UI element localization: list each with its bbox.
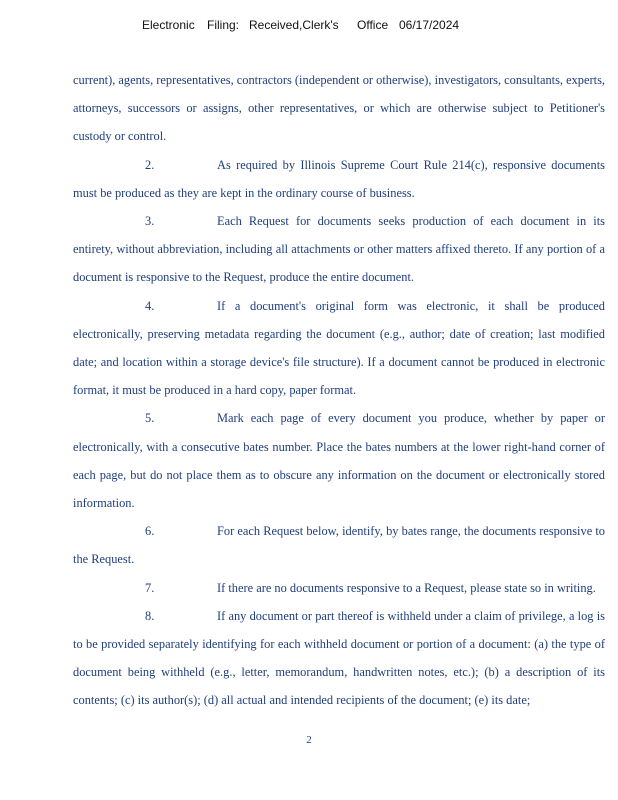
header-filing: Filing: <box>207 18 240 32</box>
paragraph-3 <box>73 207 605 292</box>
paragraph-text: Mark each page of every document you produce, whether by paper or electronically, with a consecutive bates number. Place the bates numbers at the lower right-hand corner of each page, but do not place them as to obscure any information on the document or electronically stored information. <box>73 411 605 511</box>
paragraph-8 <box>73 602 605 715</box>
paragraph-text: If there are no documents responsive to a Request, please state so in writing. <box>217 580 596 595</box>
header-electronic: Electronic <box>142 18 195 32</box>
header-date: 06/17/2024 <box>399 18 460 32</box>
paragraph-text: If a document's original form was electronic, it shall be produced electronically, preserving metadata regarding the document (e.g., author; date of creation; last modified date; and location within a storage device's file structure). If a document cannot be produced in electronic format, it must be produced in a hard copy, paper format. <box>73 298 605 398</box>
paragraph-number: 3. <box>145 214 155 229</box>
header-office: Office <box>357 18 389 32</box>
paragraph-number: 4. <box>145 298 155 313</box>
paragraph-text: Each Request for documents seeks production of each document in its entirety, without abbreviation, including all attachments or other matters affixed thereto. If any portion of a document is responsive to the Request, produce the entire document. <box>73 214 605 285</box>
paragraph-number: 7. <box>145 580 155 595</box>
paragraph-number: 5. <box>145 411 155 426</box>
paragraph-4 <box>73 292 605 405</box>
document-body <box>73 66 605 715</box>
paragraph-text: If any document or part thereof is withheld under a claim of privilege, a log is to be provided separately identifying for each withheld document or portion of a document: (a) the type of document being withheld (e.g., letter, memorandum, handwritten notes, etc.); (b) a description of its contents; (c) its author(s); (d) all actual and intended recipients of the document; (e) its date; <box>73 608 605 708</box>
paragraph-number: 2. <box>145 157 155 172</box>
paragraph-number: 8. <box>145 608 155 623</box>
paragraph-7 <box>73 574 605 602</box>
paragraph-5 <box>73 404 605 517</box>
paragraph-number: 6. <box>145 524 155 539</box>
paragraph-text: For each Request below, identify, by bates range, the documents responsive to the Request. <box>73 524 605 567</box>
paragraph-6 <box>73 517 605 573</box>
paragraph-2 <box>73 151 605 207</box>
lead-paragraph: current), agents, representatives, contractors (independent or otherwise), investigators, consultants, experts, attorneys, successors or assigns, other representatives, or which are otherwise subject to Petitioner's custody or control. <box>73 73 605 144</box>
page-number: 2 <box>306 734 312 746</box>
header-received: Received,Clerk's <box>249 18 339 32</box>
paragraph-text: As required by Illinois Supreme Court Rule 214(c), responsive documents must be produced as they are kept in the ordinary course of business. <box>73 157 605 200</box>
